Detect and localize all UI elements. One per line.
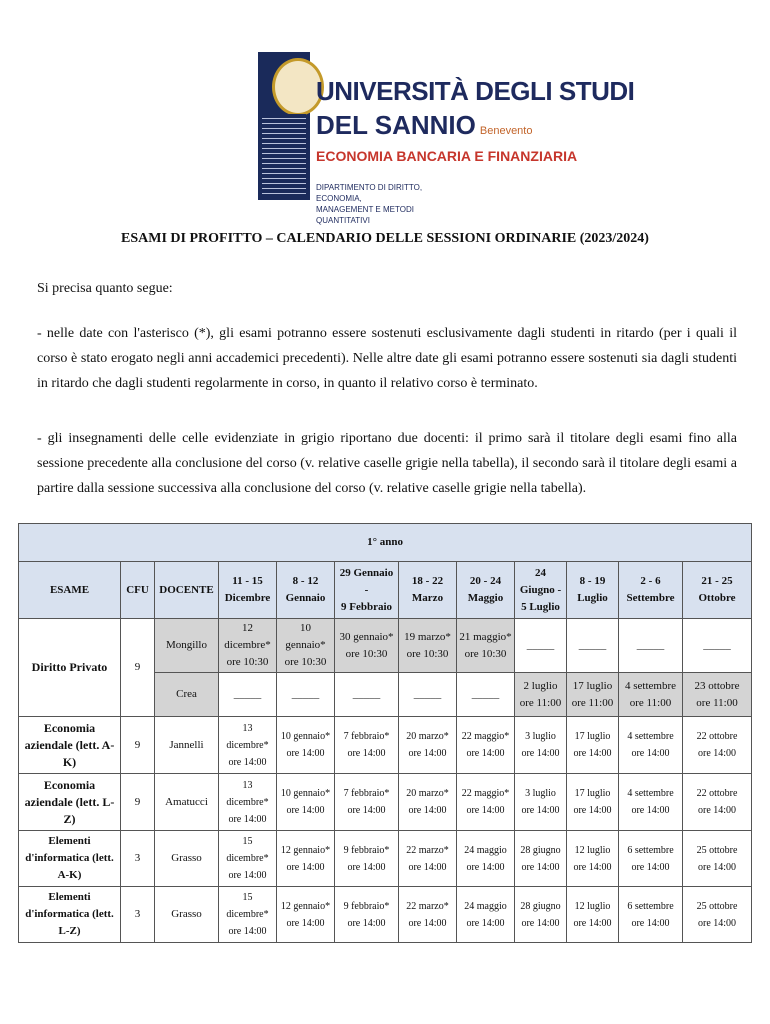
exam-date: 22 marzo* ore 14:00 — [399, 887, 457, 943]
logo-line3: ECONOMIA BANCARIA E FINANZIARIA — [316, 148, 578, 164]
course-cfu: 3 — [121, 887, 155, 943]
exam-date: 20 marzo* ore 14:00 — [399, 717, 457, 774]
empty-date: _____ — [683, 619, 752, 673]
exam-date: 3 luglio ore 14:00 — [515, 774, 567, 831]
exam-date: 10 gennaio* ore 14:00 — [277, 717, 335, 774]
exam-date: 21 maggio* ore 10:30 — [457, 619, 515, 673]
teacher-name: Grasso — [155, 831, 219, 887]
exam-date: 6 settembre ore 14:00 — [619, 887, 683, 943]
exam-date: 23 ottobre ore 11:00 — [683, 673, 752, 717]
exam-date: 24 maggio ore 14:00 — [457, 831, 515, 887]
empty-date: _____ — [515, 619, 567, 673]
university-logo — [258, 52, 635, 225]
exam-date: 25 ottobre ore 14:00 — [683, 887, 752, 943]
exam-date: 4 settembre ore 14:00 — [619, 717, 683, 774]
exam-date: 22 maggio* ore 14:00 — [457, 717, 515, 774]
col-session-3: 29 Gennaio - 9 Febbraio — [335, 562, 399, 619]
empty-date: _____ — [399, 673, 457, 717]
course-cfu: 9 — [121, 619, 155, 717]
exam-date: 12 luglio ore 14:00 — [567, 887, 619, 943]
page-title: ESAMI DI PROFITTO – CALENDARIO DELLE SESSIONI ORDINARIE (2023/2024) — [121, 231, 649, 246]
table-row — [19, 831, 752, 887]
exam-date: 13 dicembre* ore 14:00 — [219, 717, 277, 774]
course-cfu: 9 — [121, 717, 155, 774]
exam-date: 12 dicembre* ore 10:30 — [219, 619, 277, 673]
exam-date: 9 febbraio* ore 14:00 — [335, 831, 399, 887]
exam-date: 3 luglio ore 14:00 — [515, 717, 567, 774]
course-name: Diritto Privato — [19, 619, 121, 717]
col-session-7: 8 - 19 Luglio — [567, 562, 619, 619]
exam-date: 19 marzo* ore 10:30 — [399, 619, 457, 673]
exam-date: 28 giugno ore 14:00 — [515, 831, 567, 887]
exam-date: 13 dicembre* ore 14:00 — [219, 774, 277, 831]
university-seal-icon — [258, 52, 310, 200]
note-asterisk: - nelle date con l'asterisco (*), gli esami potranno essere sostenuti esclusivamente dagli studenti in ritardo (per i quali il corso è stato erogato negli anni accademici precedenti). Nelle altre date gli esami potranno essere sostenuti sia dagli studenti in ritardo che dagli studenti regolarmente in corso, in quanto il relativo corso è terminato. — [37, 326, 737, 391]
exam-date: 22 maggio* ore 14:00 — [457, 774, 515, 831]
col-session-1: 11 - 15 Dicembre — [219, 562, 277, 619]
col-esame: ESAME — [19, 562, 121, 619]
col-cfu: CFU — [121, 562, 155, 619]
table-row — [19, 619, 752, 673]
col-session-9: 21 - 25 Ottobre — [683, 562, 752, 619]
col-session-5: 20 - 24 Maggio — [457, 562, 515, 619]
exam-date: 9 febbraio* ore 14:00 — [335, 887, 399, 943]
exam-date: 24 maggio ore 14:00 — [457, 887, 515, 943]
exam-date: 7 febbraio* ore 14:00 — [335, 717, 399, 774]
logo-city: Benevento — [479, 125, 533, 137]
col-docente: DOCENTE — [155, 562, 219, 619]
course-name: Elementi d'informatica (lett. A-K) — [19, 831, 121, 887]
col-session-2: 8 - 12 Gennaio — [277, 562, 335, 619]
course-name: Economia aziendale (lett. A-K) — [19, 717, 121, 774]
exam-date: 6 settembre ore 14:00 — [619, 831, 683, 887]
teacher-name: Amatucci — [155, 774, 219, 831]
exam-calendar-table — [18, 523, 752, 943]
empty-date: _____ — [277, 673, 335, 717]
exam-date: 17 luglio ore 14:00 — [567, 774, 619, 831]
exam-date: 28 giugno ore 14:00 — [515, 887, 567, 943]
logo-line2: DEL SANNIO Benevento — [316, 110, 533, 140]
table-row — [19, 774, 752, 831]
intro-text: Si precisa quanto segue: — [37, 281, 173, 296]
teacher-name: Mongillo — [155, 619, 219, 673]
exam-date: 22 ottobre ore 14:00 — [683, 774, 752, 831]
exam-date: 12 gennaio* ore 14:00 — [277, 887, 335, 943]
course-name: Economia aziendale (lett. L-Z) — [19, 774, 121, 831]
empty-date: _____ — [567, 619, 619, 673]
exam-date: 20 marzo* ore 14:00 — [399, 774, 457, 831]
logo-department: DIPARTIMENTO DI DIRITTO, ECONOMIA, MANAGEMENT E METODI QUANTITATIVI — [316, 183, 423, 225]
exam-date: 12 luglio ore 14:00 — [567, 831, 619, 887]
empty-date: _____ — [335, 673, 399, 717]
col-session-8: 2 - 6 Settembre — [619, 562, 683, 619]
exam-date: 7 febbraio* ore 14:00 — [335, 774, 399, 831]
empty-date: _____ — [219, 673, 277, 717]
teacher-name: Grasso — [155, 887, 219, 943]
course-cfu: 3 — [121, 831, 155, 887]
exam-date: 15 dicembre* ore 14:00 — [219, 887, 277, 943]
col-session-6: 24 Giugno - 5 Luglio — [515, 562, 567, 619]
logo-line1: UNIVERSITÀ DEGLI STUDI — [316, 76, 635, 106]
table-row — [19, 887, 752, 943]
exam-date: 17 luglio ore 11:00 — [567, 673, 619, 717]
exam-date: 4 settembre ore 14:00 — [619, 774, 683, 831]
exam-date: 10 gennaio* ore 10:30 — [277, 619, 335, 673]
exam-date: 30 gennaio* ore 10:30 — [335, 619, 399, 673]
exam-date: 2 luglio ore 11:00 — [515, 673, 567, 717]
exam-date: 10 gennaio* ore 14:00 — [277, 774, 335, 831]
year-header: 1° anno — [19, 524, 752, 562]
teacher-name: Jannelli — [155, 717, 219, 774]
exam-date: 15 dicembre* ore 14:00 — [219, 831, 277, 887]
exam-date: 22 marzo* ore 14:00 — [399, 831, 457, 887]
header-row — [19, 562, 752, 619]
col-session-4: 18 - 22 Marzo — [399, 562, 457, 619]
teacher-name: Crea — [155, 673, 219, 717]
exam-date: 17 luglio ore 14:00 — [567, 717, 619, 774]
exam-date: 4 settembre ore 11:00 — [619, 673, 683, 717]
exam-date: 12 gennaio* ore 14:00 — [277, 831, 335, 887]
exam-date: 22 ottobre ore 14:00 — [683, 717, 752, 774]
course-cfu: 9 — [121, 774, 155, 831]
note-grey-cells: - gli insegnamenti delle celle evidenziate in grigio riportano due docenti: il primo sarà il titolare degli esami fino alla sessione precedente alla conclusione del corso (v. relative caselle grigie nella tabella), il secondo sarà il titolare degli esami a partire dalla sessione successiva alla conclusione del corso (v. relative caselle grigie nella tabella). — [37, 431, 737, 496]
table-row — [19, 717, 752, 774]
empty-date: _____ — [457, 673, 515, 717]
empty-date: _____ — [619, 619, 683, 673]
course-name: Elementi d'informatica (lett. L-Z) — [19, 887, 121, 943]
exam-date: 25 ottobre ore 14:00 — [683, 831, 752, 887]
